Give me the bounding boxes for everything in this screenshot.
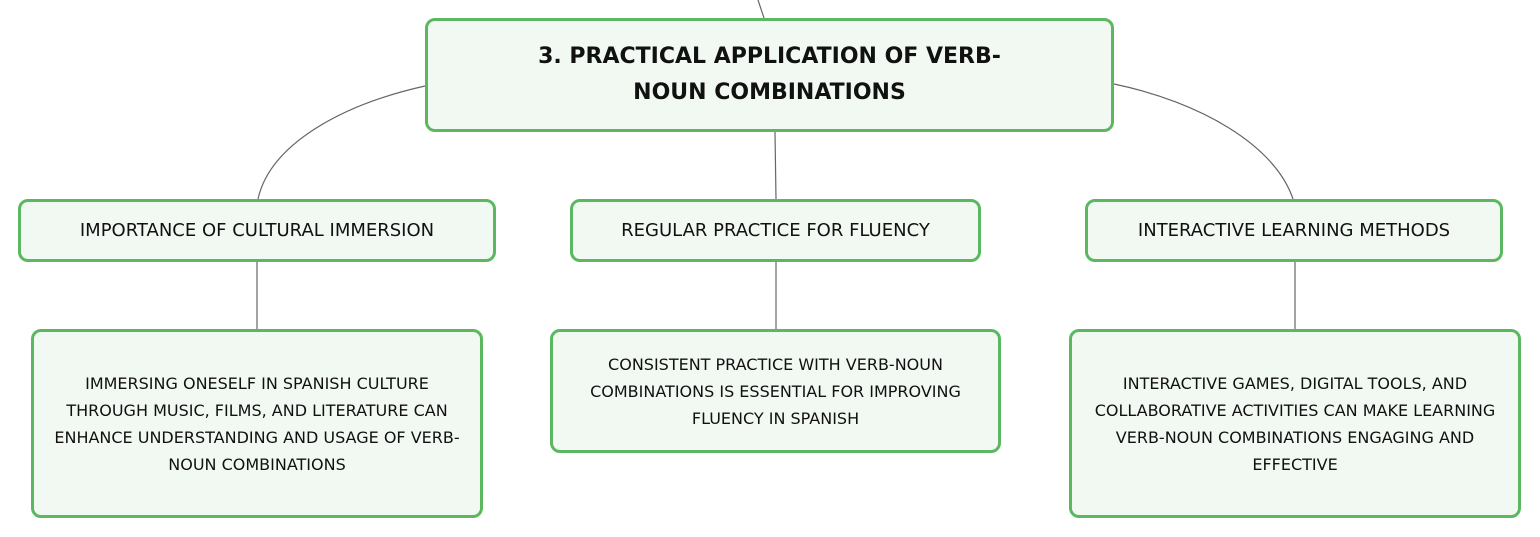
- detail-node-regular-practice[interactable]: [550, 329, 1001, 453]
- topic-node-label: INTERACTIVE LEARNING METHODS: [1137, 219, 1451, 241]
- topic-node-cultural-immersion[interactable]: [18, 199, 496, 262]
- topic-node-interactive-learning[interactable]: [1085, 199, 1503, 262]
- topic-node-label: REGULAR PRACTICE FOR FLUENCY: [621, 219, 930, 241]
- detail-node-interactive-learning[interactable]: [1069, 329, 1521, 518]
- root-node-label: 3. PRACTICAL APPLICATION OF VERB-NOUN COMBINATIONS: [538, 44, 1001, 105]
- connector-root-to-cultural: [258, 86, 425, 199]
- connector-root-to-practice: [775, 132, 776, 199]
- connector-root-to-interactive: [1114, 84, 1293, 199]
- detail-node-text: IMMERSING ONESELF IN SPANISH CULTURE THROUGH MUSIC, FILMS, AND LITERATURE CAN ENHANCE UNDERSTANDING AND USAGE OF VERB-NOUN COMBINATIONS: [54, 373, 460, 474]
- topic-node-regular-practice[interactable]: [570, 199, 981, 262]
- detail-node-cultural-immersion[interactable]: [31, 329, 483, 518]
- root-node[interactable]: [425, 18, 1114, 132]
- connector-parent-to-root: [758, 0, 764, 18]
- topic-node-label: IMPORTANCE OF CULTURAL IMMERSION: [79, 219, 435, 241]
- detail-node-text: CONSISTENT PRACTICE WITH VERB-NOUN COMBINATIONS IS ESSENTIAL FOR IMPROVING FLUENCY IN SPANISH: [590, 354, 961, 428]
- detail-node-text: INTERACTIVE GAMES, DIGITAL TOOLS, AND COLLABORATIVE ACTIVITIES CAN MAKE LEARNING VERB-NOUN COMBINATIONS ENGAGING AND EFFECTIVE: [1094, 373, 1496, 474]
